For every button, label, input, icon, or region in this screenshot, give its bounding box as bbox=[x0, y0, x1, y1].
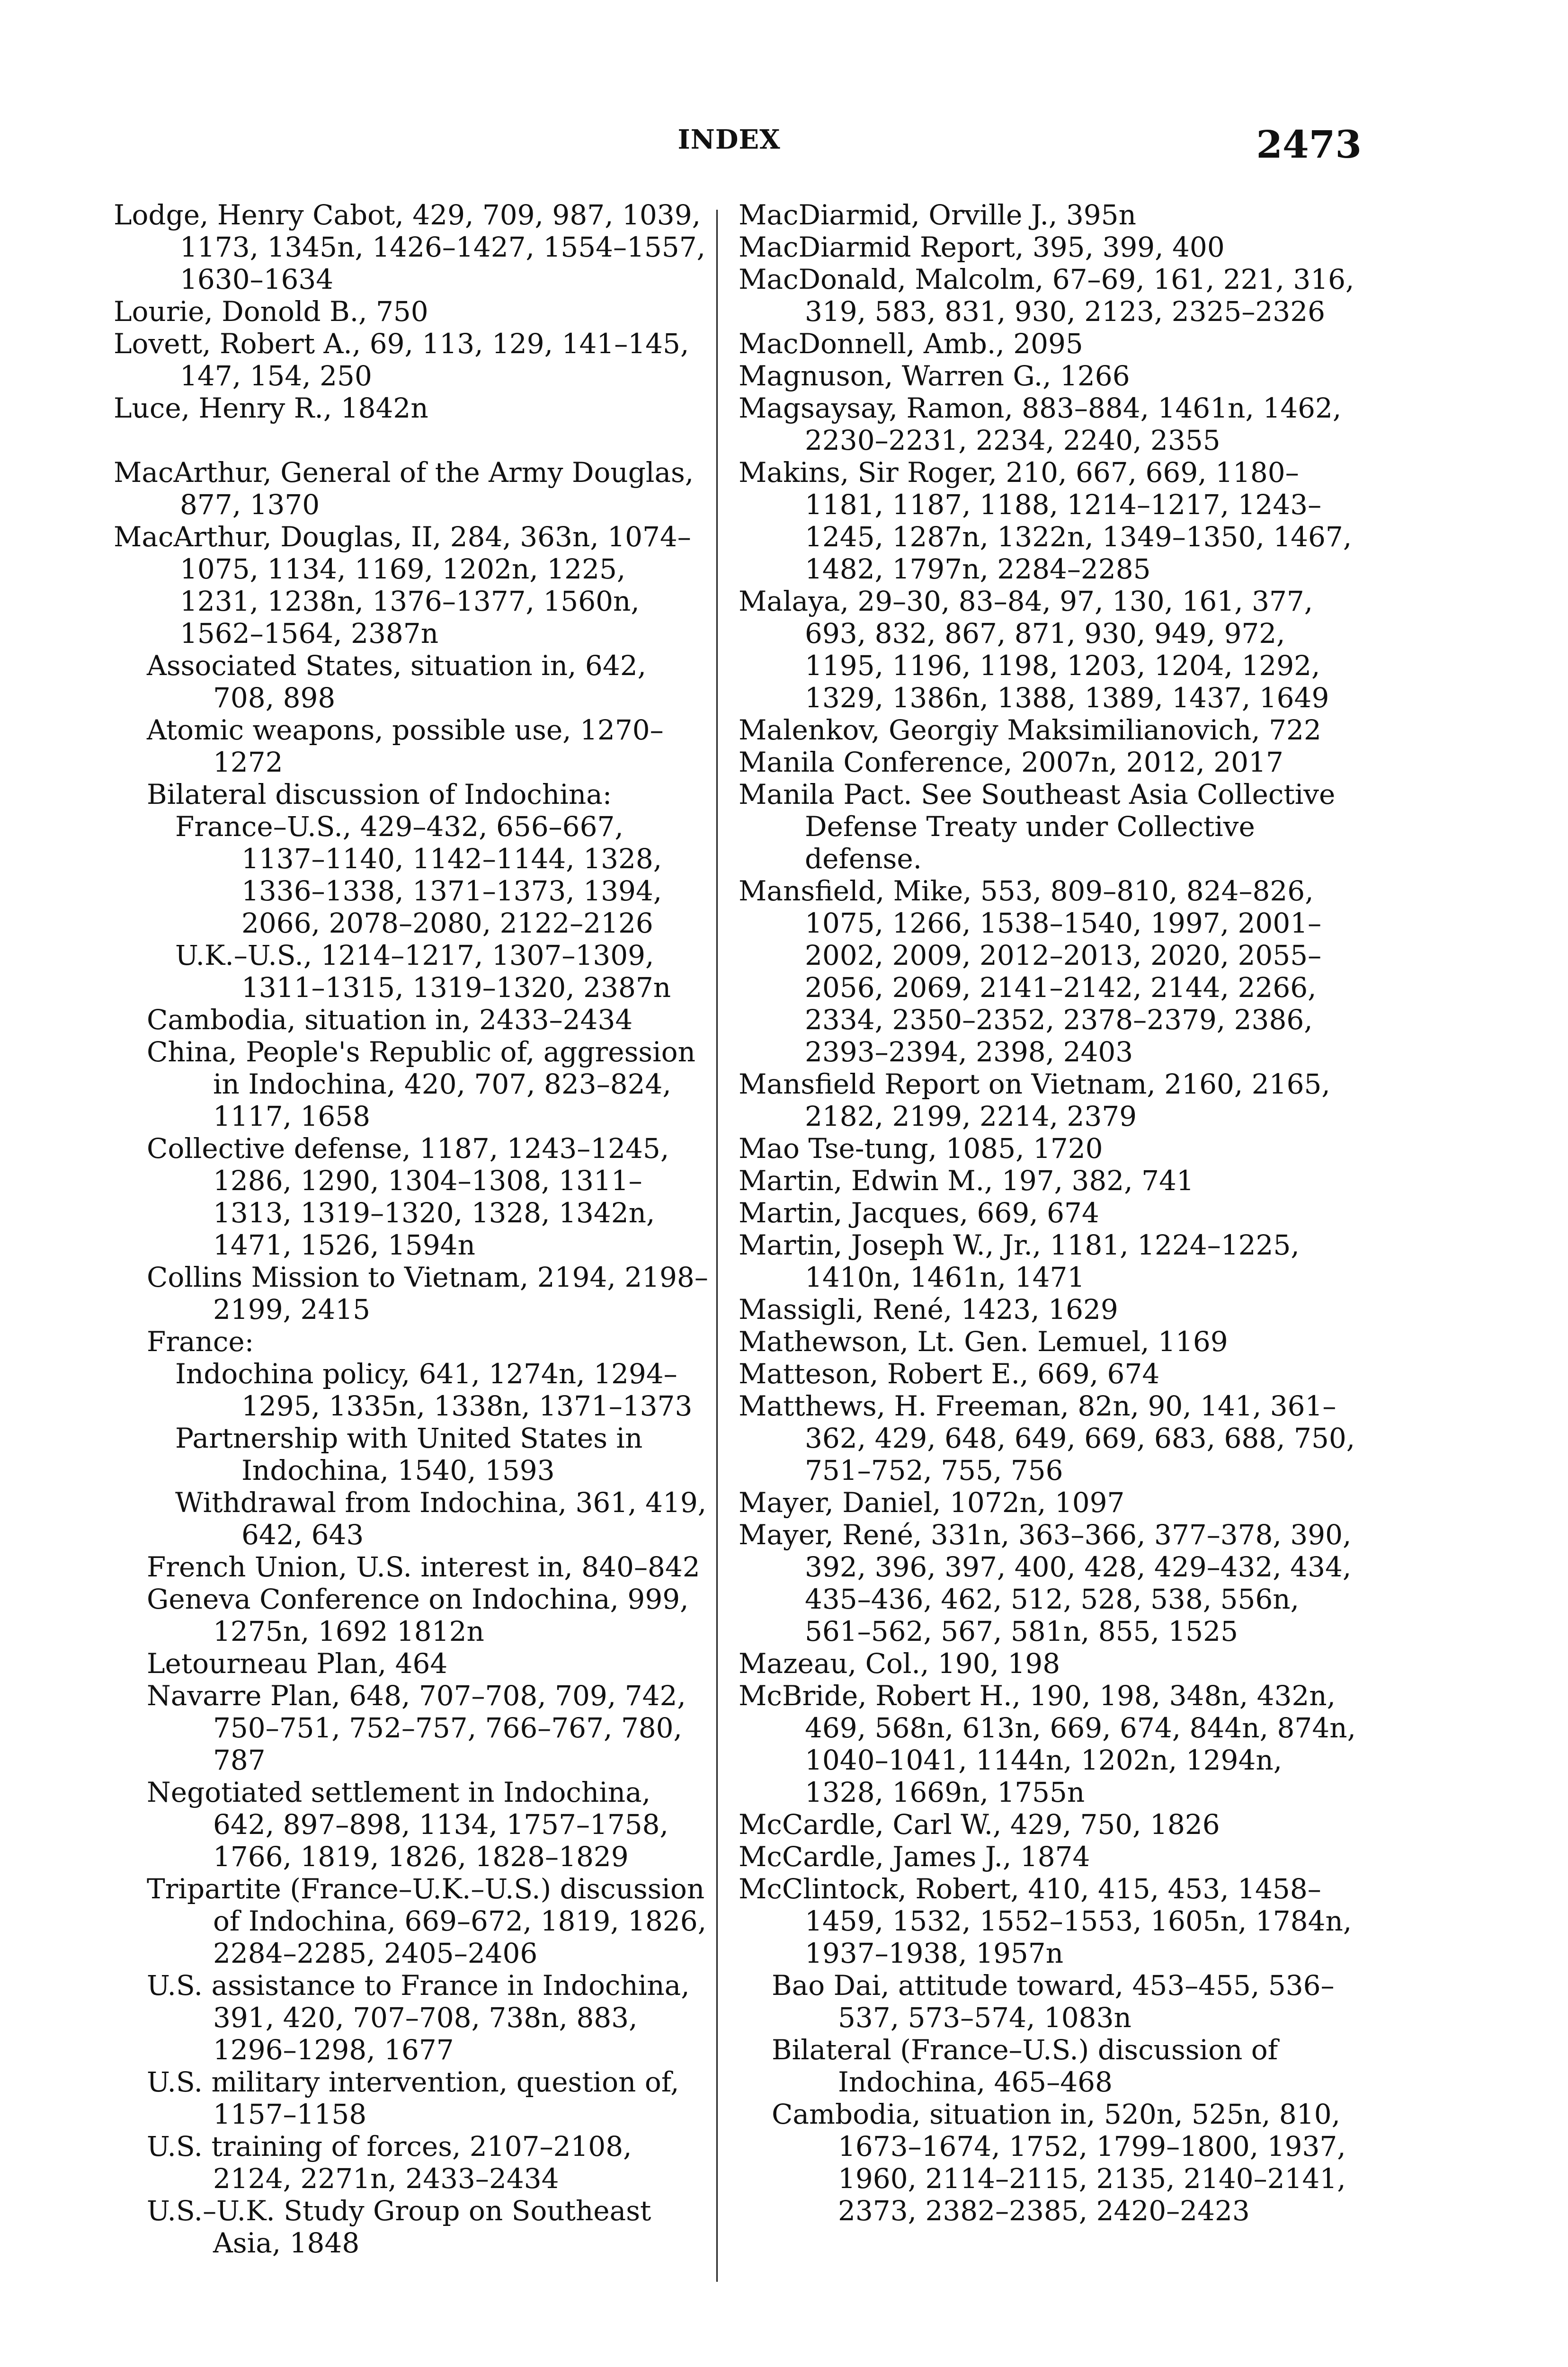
index-entry: Martin, Joseph W., Jr., 1181, 1224–1225, 1410n, 1461n, 1471 bbox=[739, 1229, 1300, 1293]
index-subentry: France: bbox=[147, 1326, 254, 1358]
left-index-column bbox=[114, 199, 711, 2259]
index-subentry: Tripartite (France–U.K.–U.S.) discussion of Indochina, 669–672, 1819, 1826, 2284–2285, 2405–2406 bbox=[147, 1873, 707, 1969]
index-subsubentry: Withdrawal from Indochina, 361, 419, 642, 643 bbox=[175, 1486, 707, 1551]
index-subentry: Navarre Plan, 648, 707–708, 709, 742, 750–751, 752–757, 766–767, 780, 787 bbox=[147, 1680, 686, 1776]
index-subsubentry: Indochina policy, 641, 1274n, 1294–1295, 1335n, 1338n, 1371–1373 bbox=[175, 1358, 693, 1422]
index-subentry: U.S. assistance to France in Indochina, 391, 420, 707–708, 738n, 883, 1296–1298, 1677 bbox=[147, 1969, 690, 2066]
index-entry: McBride, Robert H., 190, 198, 348n, 432n, 469, 568n, 613n, 669, 674, 844n, 874n, 1040–1041, 1144n, 1202n, 1294n, 1328, 1669n, 1755n bbox=[739, 1680, 1356, 1808]
index-subentry: Letourneau Plan, 464 bbox=[147, 1647, 448, 1680]
index-entry: Matteson, Robert E., 669, 674 bbox=[739, 1358, 1160, 1390]
index-entry: Magnuson, Warren G., 1266 bbox=[739, 360, 1130, 392]
index-subentry: U.S. military intervention, question of, 1157–1158 bbox=[147, 2066, 679, 2130]
index-subentry: Bao Dai, attitude toward, 453–455, 536–537, 573–574, 1083n bbox=[772, 1969, 1335, 2034]
index-entry: Manila Pact. See Southeast Asia Collective Defense Treaty under Collective defense. bbox=[739, 778, 1336, 875]
column-divider bbox=[716, 210, 718, 2282]
index-subentry: Associated States, situation in, 642, 708, 898 bbox=[147, 650, 647, 714]
index-subentry: Geneva Conference on Indochina, 999, 1275n, 1692 1812n bbox=[147, 1583, 689, 1647]
index-entry: McClintock, Robert, 410, 415, 453, 1458–1459, 1532, 1552–1553, 1605n, 1784n, 1937–1938, 1957n bbox=[739, 1873, 1352, 1969]
index-entry: Malenkov, Georgiy Maksimilianovich, 722 bbox=[739, 714, 1321, 746]
index-entry: MacArthur, Douglas, II, 284, 363n, 1074–1075, 1134, 1169, 1202n, 1225, 1231, 1238n, 1376–1377, 1560n, 1562–1564, 2387n bbox=[114, 521, 691, 650]
running-header: INDEX bbox=[677, 124, 781, 155]
index-entry: Makins, Sir Roger, 210, 667, 669, 1180–1181, 1187, 1188, 1214–1217, 1243–1245, 1287n, 1322n, 1349–1350, 1467, 1482, 1797n, 2284–2285 bbox=[739, 456, 1352, 585]
index-entry: McCardle, Carl W., 429, 750, 1826 bbox=[739, 1808, 1220, 1841]
index-subsubentry: U.K.–U.S., 1214–1217, 1307–1309, 1311–1315, 1319–1320, 2387n bbox=[175, 939, 671, 1004]
index-entry: Luce, Henry R., 1842n bbox=[114, 392, 428, 424]
index-entry: Mao Tse-tung, 1085, 1720 bbox=[739, 1132, 1103, 1165]
index-subentry: U.S.–U.K. Study Group on Southeast Asia, 1848 bbox=[147, 2195, 651, 2259]
index-entry: Manila Conference, 2007n, 2012, 2017 bbox=[739, 746, 1283, 778]
index-subentry: Cambodia, situation in, 520n, 525n, 810, 1673–1674, 1752, 1799–1800, 1937, 1960, 2114–2115, 2135, 2140–2141, 2373, 2382–2385, 2420–2423 bbox=[772, 2098, 1346, 2227]
index-entry: Martin, Edwin M., 197, 382, 741 bbox=[739, 1165, 1194, 1197]
index-subentry: Collective defense, 1187, 1243–1245, 1286, 1290, 1304–1308, 1311–1313, 1319–1320, 1328, 1342n, 1471, 1526, 1594n bbox=[147, 1132, 669, 1261]
index-subentry: Bilateral (France–U.S.) discussion of Indochina, 465–468 bbox=[772, 2034, 1278, 2098]
index-entry: MacDonald, Malcolm, 67–69, 161, 221, 316, 319, 583, 831, 930, 2123, 2325–2326 bbox=[739, 263, 1354, 328]
index-entry: Malaya, 29–30, 83–84, 97, 130, 161, 377, 693, 832, 867, 871, 930, 949, 972, 1195, 1196, 1198, 1203, 1204, 1292, 1329, 1386n, 1388, 1389, 1437, 1649 bbox=[739, 585, 1329, 714]
index-entry: Mansfield Report on Vietnam, 2160, 2165, 2182, 2199, 2214, 2379 bbox=[739, 1068, 1330, 1132]
index-entry: MacArthur, General of the Army Douglas, 877, 1370 bbox=[114, 456, 694, 521]
index-entry: Matthews, H. Freeman, 82n, 90, 141, 361–362, 429, 648, 649, 669, 683, 688, 750, 751–752, 755, 756 bbox=[739, 1390, 1355, 1486]
index-subentry: Collins Mission to Vietnam, 2194, 2198–2199, 2415 bbox=[147, 1261, 708, 1326]
index-entry: Massigli, René, 1423, 1629 bbox=[739, 1293, 1118, 1326]
index-subentry: China, People's Republic of, aggression in Indochina, 420, 707, 823–824, 1117, 1658 bbox=[147, 1036, 695, 1132]
index-subentry: Bilateral discussion of Indochina: bbox=[147, 778, 612, 810]
page-number: 2473 bbox=[1256, 122, 1362, 167]
index-entry: Magsaysay, Ramon, 883–884, 1461n, 1462, 2230–2231, 2234, 2240, 2355 bbox=[739, 392, 1342, 456]
index-entry: MacDonnell, Amb., 2095 bbox=[739, 328, 1083, 360]
index-entry: Lovett, Robert A., 69, 113, 129, 141–145, 147, 154, 250 bbox=[114, 328, 689, 392]
index-subentry: Negotiated settlement in Indochina, 642, 897–898, 1134, 1757–1758, 1766, 1819, 1826, 1828–1829 bbox=[147, 1776, 668, 1873]
index-entry: Mayer, Daniel, 1072n, 1097 bbox=[739, 1486, 1125, 1519]
index-subentry: Cambodia, situation in, 2433–2434 bbox=[147, 1004, 633, 1036]
index-entry: Mazeau, Col., 190, 198 bbox=[739, 1647, 1060, 1680]
index-entry: Mayer, René, 331n, 363–366, 377–378, 390, 392, 396, 397, 400, 428, 429–432, 434, 435–436, 462, 512, 528, 538, 556n, 561–562, 567, 581n, 855, 1525 bbox=[739, 1519, 1352, 1647]
index-entry: MacDiarmid Report, 395, 399, 400 bbox=[739, 231, 1225, 263]
right-index-column bbox=[739, 199, 1363, 2227]
index-subentry: U.S. training of forces, 2107–2108, 2124, 2271n, 2433–2434 bbox=[147, 2130, 632, 2195]
index-entry: Lourie, Donold B., 750 bbox=[114, 295, 428, 328]
index-entry: Martin, Jacques, 669, 674 bbox=[739, 1197, 1099, 1229]
index-entry: Mansfield, Mike, 553, 809–810, 824–826, 1075, 1266, 1538–1540, 1997, 2001–2002, 2009, 2012–2013, 2020, 2055–2056, 2069, 2141–2142, 2144, 2266, 2334, 2350–2352, 2378–2379, 2386, 2393–2394, 2398, 2403 bbox=[739, 875, 1322, 1068]
index-subentry: French Union, U.S. interest in, 840–842 bbox=[147, 1551, 700, 1583]
index-subsubentry: France–U.S., 429–432, 656–667, 1137–1140, 1142–1144, 1328, 1336–1338, 1371–1373, 1394, 2066, 2078–2080, 2122–2126 bbox=[175, 810, 662, 939]
index-entry: MacDiarmid, Orville J., 395n bbox=[739, 199, 1136, 231]
index-subentry: Atomic weapons, possible use, 1270–1272 bbox=[147, 714, 664, 778]
index-entry: Lodge, Henry Cabot, 429, 709, 987, 1039, 1173, 1345n, 1426–1427, 1554–1557, 1630–1634 bbox=[114, 199, 706, 295]
index-subsubentry: Partnership with United States in Indochina, 1540, 1593 bbox=[175, 1422, 643, 1486]
index-entry: Mathewson, Lt. Gen. Lemuel, 1169 bbox=[739, 1326, 1228, 1358]
index-entry: McCardle, James J., 1874 bbox=[739, 1841, 1090, 1873]
